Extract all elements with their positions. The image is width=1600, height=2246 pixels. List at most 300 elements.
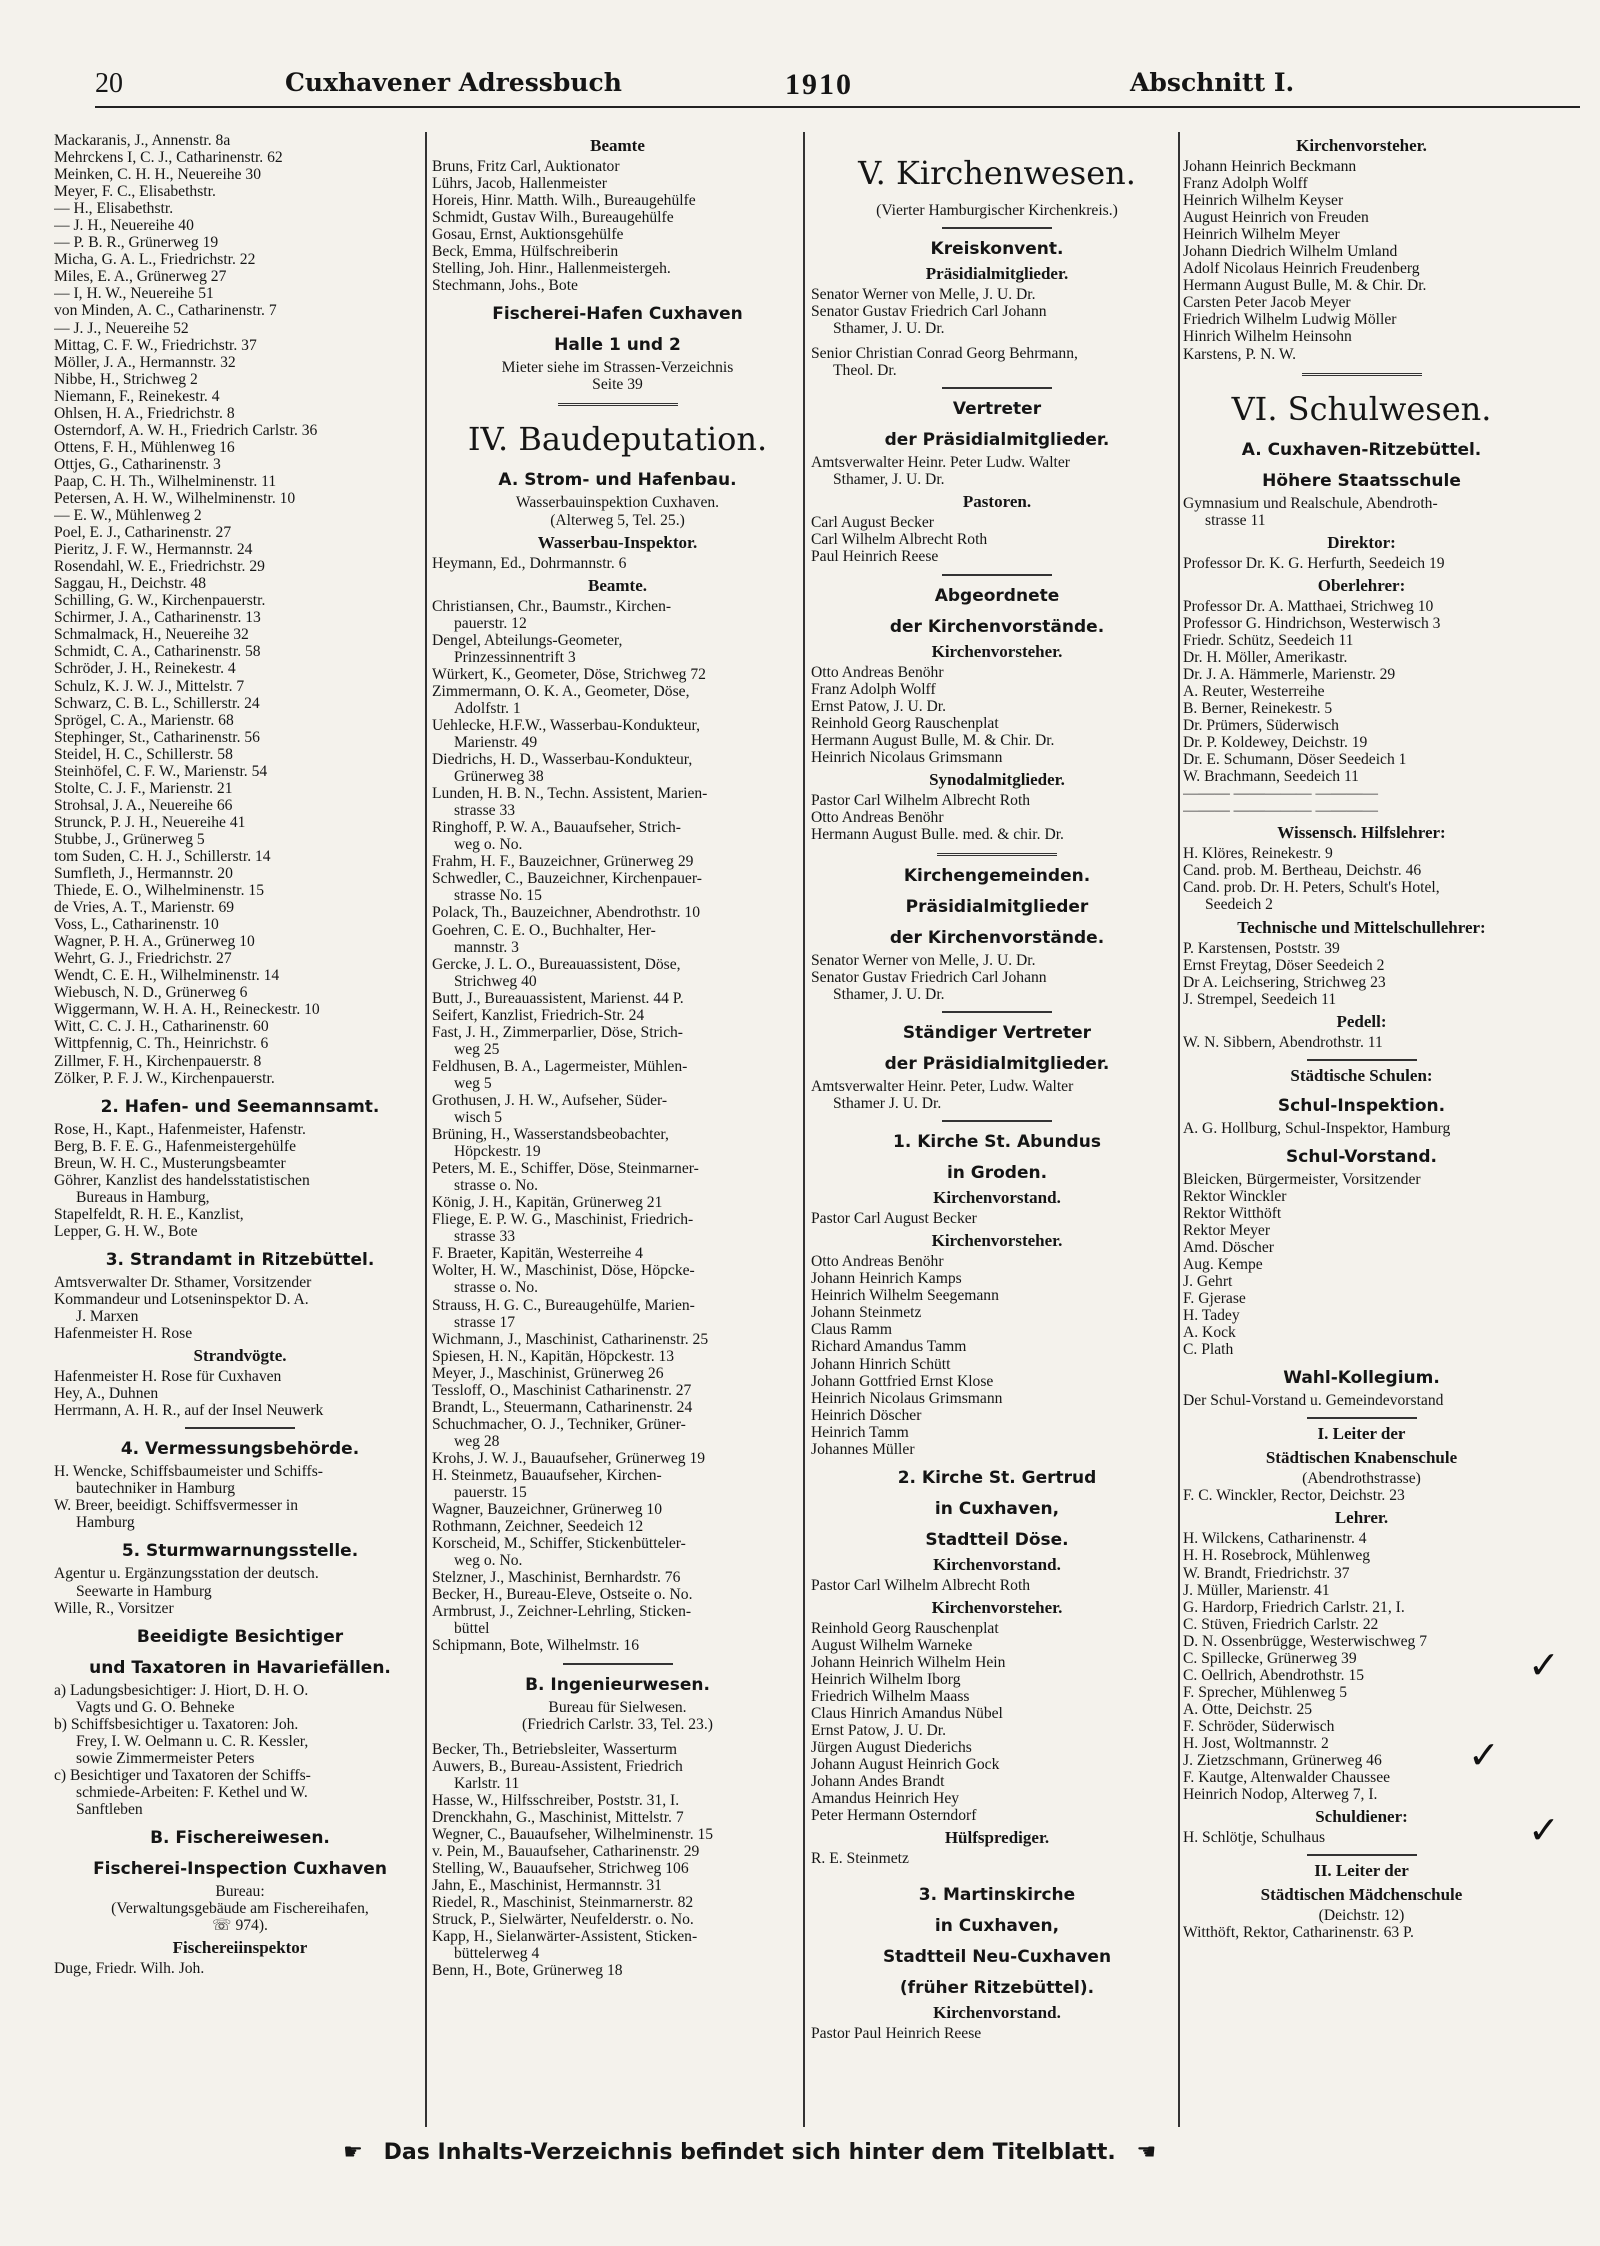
footer-text: Das Inhalts-Verzeichnis befindet sich hinter dem Titelblatt. [383, 2140, 1116, 2165]
entry-line: R. E. Steinmetz [811, 1850, 909, 1868]
entry-continuation: strasse o. No. [454, 1177, 539, 1195]
entry-line: Heinrich Döscher [811, 1406, 922, 1424]
entry-line: H. Wilckens, Catharinenstr. 4 [1183, 1530, 1367, 1548]
section-heading: Ständiger Vertreter [902, 1023, 1092, 1044]
entry-line: Ottjes, G., Catharinenstr. 3 [54, 455, 221, 473]
section-heading: Beeidigte Besichtiger [136, 1626, 344, 1647]
entry-line: Aug. Kempe [1183, 1256, 1263, 1274]
subsection-heading: Kirchenvorstand. [933, 1188, 1061, 1208]
entry-line: Dr A. Leichsering, Strichweg 23 [1183, 973, 1386, 991]
entry-line: Heinrich Wilhelm Iborg [811, 1670, 961, 1688]
entry-line: G. Hardorp, Friedrich Carlstr. 21, I. [1183, 1598, 1405, 1616]
entry-line: Hinrich Wilhelm Heinsohn [1183, 328, 1352, 346]
centered-note: Wasserbauinspektion Cuxhaven. [515, 494, 720, 512]
entry-line: Polack, Th., Bauzeichner, Abendrothstr. 10 [432, 904, 701, 922]
entry-line: Heinrich Wilhelm Seegemann [811, 1287, 999, 1305]
entry-line: Wendt, C. E. H., Wilhelminenstr. 14 [54, 967, 280, 985]
column-3 [811, 132, 1183, 2137]
entry-continuation: büttelerweg 4 [454, 1945, 540, 1963]
entry-continuation: weg 5 [454, 1074, 492, 1092]
entry-line: Mackaranis, J., Annenstr. 8a [54, 132, 231, 149]
entry-line: Petersen, A. H. W., Wilhelminenstr. 10 [54, 489, 296, 507]
entry-continuation: Sthamer, J. U. Dr. [833, 986, 945, 1004]
entry-line: Reinhold Georg Rauschenplat [811, 714, 999, 732]
entry-line: Feldhusen, B. A., Lagermeister, Mühlen- [432, 1057, 688, 1075]
section-rule [1307, 1059, 1417, 1061]
book-title: Cuxhavener Adressbuch [285, 68, 622, 97]
entry-line: F. C. Winckler, Rector, Deichstr. 23 [1183, 1487, 1405, 1505]
entry-line: Uehlecke, H.F.W., Wasserbau-Kondukteur, [432, 716, 700, 734]
section-heading: B. Ingenieurwesen. [525, 1674, 710, 1695]
entry-line: Schuchmacher, O. J., Techniker, Grüner- [432, 1415, 686, 1433]
entry-line: August Heinrich von Freuden [1183, 209, 1369, 227]
section-rule [942, 387, 1052, 389]
entry-continuation: Marienstr. 49 [454, 733, 538, 751]
entry-line: Wichmann, J., Maschinist, Catharinenstr. 25 [432, 1330, 709, 1348]
entry-line: Krohs, J. W. J., Bauaufseher, Grünerweg 19 [432, 1449, 706, 1467]
entry-line: Frahm, H. F., Bauzeichner, Grünerweg 29 [432, 853, 694, 871]
section-heading: 3. Strandamt in Ritzebüttel. [105, 1249, 375, 1270]
entry-line: H. Steinmetz, Bauaufseher, Kirchen- [432, 1467, 662, 1484]
entry-line: Nibbe, H., Strichweg 2 [54, 370, 198, 388]
entry-line: Mittag, C. F. W., Friedrichstr. 37 [54, 336, 257, 354]
entry-line: Gosau, Ernst, Auktionsgehülfe [432, 226, 624, 244]
entry-line: Amtsverwalter Heinr. Peter Ludw. Walter [811, 454, 1070, 472]
entry-line: Horeis, Hinr. Matth. Wilh., Bureaugehülfe [432, 192, 696, 210]
centered-note: (Friedrich Carlstr. 33, Tel. 23.) [522, 1715, 713, 1733]
entry-line: Micha, G. A. L., Friedrichstr. 22 [54, 251, 256, 269]
entry-line: Pastor Carl August Becker [811, 1210, 977, 1228]
entry-line: Wittpfennig, C. Th., Heinrichstr. 6 [54, 1035, 269, 1053]
section-heading: Fischerei-Hafen Cuxhaven [492, 304, 743, 325]
entry-line: Johannes Müller [811, 1440, 915, 1458]
entry-line: Hermann August Bulle. med. & chir. Dr. [811, 825, 1064, 843]
entry-continuation: strasse 11 [1205, 511, 1266, 529]
centered-note: ☏ 974). [212, 1917, 268, 1935]
spacer [811, 132, 1183, 140]
entry-line: Ottens, F. H., Mühlenweg 16 [54, 438, 235, 456]
entry-continuation: strasse 33 [454, 1228, 516, 1246]
entry-line: c) Besichtiger und Taxatoren der Schiffs- [54, 1766, 311, 1784]
check-mark-icon: ✓ [1528, 1643, 1560, 1687]
entry-line: Strunck, P. J. H., Neuereihe 41 [54, 813, 246, 831]
entry-line: Brüning, H., Wasserstandsbeobachter, [432, 1126, 669, 1144]
entry-line: Osterndorf, A. W. H., Friedrich Carlstr. 36 [54, 421, 318, 439]
entry-line: Beck, Emma, Hülfschreiberin [432, 243, 619, 261]
entry-line: Becker, Th., Betriebsleiter, Wasserturm [432, 1740, 678, 1758]
chapter-heading: V. Kirchenwesen. [858, 154, 1136, 192]
entry-line: Senator Gustav Friedrich Carl Johann [811, 303, 1047, 321]
centered-note: Bureau: [215, 1882, 265, 1900]
centered-note: Seite 39 [592, 376, 643, 394]
entry-line: Stephinger, St., Catharinenstr. 56 [54, 728, 260, 746]
entry-line: Professor G. Hindrichson, Westerwisch 3 [1183, 614, 1441, 632]
subsection-heading: Städtischen Mädchenschule [1260, 1885, 1463, 1905]
section-heading: B. Fischereiwesen. [150, 1827, 330, 1848]
section-heading: Schul-Vorstand. [1286, 1146, 1437, 1167]
entry-line: Duge, Friedr. Wilh. Joh. [54, 1960, 205, 1978]
entry-line: Schwarz, C. B. L., Schillerstr. 24 [54, 694, 260, 712]
entry-line: A. Otte, Deichstr. 25 [1183, 1700, 1313, 1718]
entry-line: Ringhoff, P. W. A., Bauaufseher, Strich- [432, 819, 682, 837]
entry-line: Heinrich Nicolaus Grimsmann [811, 1389, 1003, 1407]
entry-line: Gercke, J. L. O., Bureauassistent, Döse, [432, 955, 681, 973]
entry-line: König, J. H., Kapitän, Grünerweg 21 [432, 1194, 663, 1212]
section-rule [942, 1120, 1052, 1122]
entry-line: Amandus Heinrich Hey [811, 1790, 960, 1808]
entry-line: Ernst Patow, J. U. Dr. [811, 1722, 946, 1740]
subsection-heading: Wasserbau-Inspektor. [537, 532, 698, 552]
entry-line: Berg, B. F. E. G., Hafenmeistergehülfe [54, 1137, 296, 1155]
entry-line: tom Suden, C. H. J., Schillerstr. 14 [54, 847, 271, 865]
chapter-heading: IV. Baudeputation. [467, 420, 768, 459]
entry-line: B. Berner, Reinekestr. 5 [1183, 699, 1333, 717]
entry-line: Bruns, Fritz Carl, Auktionator [432, 158, 620, 175]
entry-line: Schulz, K. J. W. J., Mittelstr. 7 [54, 677, 245, 695]
entry-line: Steidel, H. C., Schillerstr. 58 [54, 745, 233, 763]
entry-continuation: weg 28 [454, 1432, 500, 1450]
spacer [811, 337, 1183, 345]
entry-line: Tessloff, O., Maschinist Catharinenstr. 27 [432, 1381, 692, 1399]
entry-line: Cand. prob. Dr. H. Peters, Schult's Hotel, [1183, 879, 1440, 897]
entry-continuation: strasse No. 15 [454, 887, 542, 905]
entry-line: C. Stüven, Friedrich Carlstr. 22 [1183, 1615, 1379, 1633]
entry-line: H. H. Rosebrock, Mühlenweg [1183, 1547, 1371, 1565]
entry-continuation: Karlstr. 11 [454, 1774, 520, 1792]
section-heading: 5. Sturmwarnungsstelle. [121, 1541, 359, 1562]
entry-continuation: strasse o. No. [454, 1279, 539, 1297]
section-heading: Wahl-Kollegium. [1283, 1368, 1440, 1389]
entry-line: Karstens, P. N. W. [1183, 345, 1297, 363]
centered-note: (Deichstr. 12) [1318, 1907, 1405, 1925]
centered-note: (Alterweg 5, Tel. 25.) [550, 511, 685, 529]
entry-line: Strohsal, J. A., Neuereihe 66 [54, 796, 233, 814]
entry-continuation: Seedeich 2 [1205, 896, 1273, 914]
section-heading: 3. Martinskirche [918, 1885, 1076, 1906]
entry-line: Rothmann, Zeichner, Seedeich 12 [432, 1518, 644, 1536]
entry-line: Lepper, G. H. W., Bote [54, 1222, 198, 1240]
entry-line: Friedrich Wilhelm Maass [811, 1688, 970, 1706]
entry-line: Johann Andes Brandt [811, 1773, 945, 1791]
entry-line: Fliege, E. P. W. G., Maschinist, Friedrich- [432, 1211, 694, 1229]
section-rule [942, 574, 1052, 576]
entry-line: W. Breer, beeidigt. Schiffsvermesser in [54, 1497, 299, 1515]
check-mark-icon: ✓ [1468, 1733, 1500, 1777]
entry-line: Peter Hermann Osterndorf [811, 1807, 977, 1825]
section-heading: Kirchengemeinden. [903, 865, 1091, 886]
chapter-heading: VI. Schulwesen. [1231, 389, 1492, 428]
entry-line: F. Schröder, Süderwisch [1183, 1717, 1335, 1735]
centered-note: (Abendrothstrasse) [1302, 1470, 1421, 1488]
entry-line: A. Kock [1183, 1324, 1236, 1342]
spacer [432, 1733, 803, 1741]
entry-line: Breun, W. H. C., Musterungsbeamter [54, 1154, 286, 1172]
subsection-heading: Kirchenvorsteher. [931, 1231, 1063, 1251]
entry-line: Schwedler, C., Bauzeichner, Kirchenpauer- [432, 870, 702, 888]
entry-line: Stubbe, J., Grünerweg 5 [54, 830, 205, 848]
entry-line: Rektor Witthöft [1183, 1204, 1282, 1222]
entry-continuation: pauerstr. 12 [454, 614, 527, 632]
entry-line: Adolf Nicolaus Heinrich Freudenberg [1183, 260, 1420, 278]
entry-continuation: Sanftleben [76, 1800, 143, 1818]
entry-line: von Minden, A. C., Catharinenstr. 7 [54, 302, 277, 320]
entry-line: Otto Andreas Benöhr [811, 663, 944, 681]
entry-continuation: sowie Zimmermeister Peters [76, 1749, 255, 1767]
entry-line: Thiede, E. O., Wilhelminenstr. 15 [54, 882, 264, 900]
entry-line: P. Karstensen, Poststr. 39 [1183, 939, 1340, 957]
entry-line: H. Schlötje, Schulhaus [1183, 1829, 1326, 1847]
entry-line: Claus Ramm [811, 1321, 892, 1339]
entry-line: Voss, L., Catharinenstr. 10 [54, 916, 219, 934]
spacer [811, 1867, 1183, 1875]
section-heading: der Kirchenvorstände. [889, 927, 1105, 948]
entry-line: Benn, H., Bote, Grünerweg 18 [432, 1962, 623, 1980]
entry-line: Dengel, Abteilungs-Geometer, [432, 631, 623, 649]
double-rule [1302, 373, 1422, 376]
entry-line: Stelling, Joh. Hinr., Hallenmeistergeh. [432, 260, 671, 278]
subsection-heading: Kirchenvorstand. [933, 2003, 1061, 2023]
column-divider [803, 132, 805, 2127]
entry-line: Hafenmeister H. Rose [54, 1325, 193, 1343]
section-heading: A. Strom- und Hafenbau. [498, 470, 737, 491]
section-heading: der Kirchenvorstände. [889, 616, 1105, 637]
entry-continuation: Bureaus in Hamburg, [76, 1188, 210, 1206]
section-rule [1307, 1854, 1417, 1856]
section-heading: in Groden. [946, 1163, 1048, 1184]
entry-continuation: pauerstr. 15 [454, 1484, 527, 1502]
subsection-heading: II. Leiter der [1314, 1861, 1409, 1881]
section-heading: Kreiskonvent. [930, 239, 1064, 260]
entry-line: Franz Adolph Wolff [811, 680, 936, 698]
entry-line: Carl Wilhelm Albrecht Roth [811, 531, 988, 549]
entry-line: Würkert, K., Geometer, Döse, Strichweg 72 [432, 665, 706, 683]
subsection-heading: Technische und Mittelschullehrer: [1237, 917, 1486, 937]
entry-line: Gymnasium und Realschule, Abendroth- [1183, 494, 1438, 512]
entry-line: Möller, J. A., Hermannstr. 32 [54, 353, 236, 371]
entry-continuation: Vagts und G. O. Behneke [76, 1698, 235, 1716]
entry-line: Agentur u. Ergänzungsstation der deutsch. [54, 1565, 319, 1583]
entry-continuation: Adolfstr. 1 [454, 699, 521, 717]
entry-line: J. Strempel, Seedeich 11 [1183, 990, 1337, 1008]
section-heading: 2. Kirche St. Gertrud [897, 1467, 1097, 1488]
entry-line: Saggau, H., Deichstr. 48 [54, 575, 207, 593]
entry-line: — P. B. R., Grünerweg 19 [54, 234, 219, 252]
entry-line: Poel, E. J., Catharinenstr. 27 [54, 524, 232, 542]
section-heading: Vertreter [952, 399, 1042, 420]
entry-line: Herrmann, A. H. R., auf der Insel Neuwerk [54, 1402, 324, 1420]
entry-line: Friedrich Wilhelm Ludwig Möller [1183, 311, 1397, 329]
subsection-heading: Strandvögte. [193, 1346, 287, 1366]
entry-line: F. Braeter, Kapitän, Westerreihe 4 [432, 1245, 643, 1263]
entry-line: Schmalmack, H., Neuereihe 32 [54, 626, 249, 644]
entry-line: Johann Diedrich Wilhelm Umland [1183, 243, 1398, 261]
section-heading: der Präsidialmitglieder. [884, 430, 1110, 451]
entry-line: Kapp, H., Sielanwärter-Assistent, Sticken- [432, 1928, 698, 1946]
centered-note: Mieter siehe im Strassen-Verzeichnis [501, 359, 734, 377]
section-heading: 1. Kirche St. Abundus [893, 1132, 1101, 1153]
entry-line: Witt, C. C. J. H., Catharinenstr. 60 [54, 1018, 269, 1036]
entry-line: H. Wencke, Schiffsbaumeister und Schiffs- [54, 1463, 323, 1481]
entry-line: Butt, J., Bureauassistent, Marienst. 44 P. [432, 989, 684, 1007]
entry-continuation: J. Marxen [76, 1308, 139, 1326]
subsection-heading: Hülfsprediger. [944, 1828, 1050, 1848]
entry-line: A. G. Hollburg, Schul-Inspektor, Hamburg [1183, 1119, 1451, 1137]
entry-line: H. Jost, Woltmannstr. 2 [1183, 1735, 1329, 1752]
section-heading: Höhere Staatsschule [1262, 470, 1461, 491]
entry-continuation: bautechniker in Hamburg [76, 1480, 236, 1498]
entry-continuation: Sthamer, J. U. Dr. [833, 320, 945, 338]
entry-line: Spiesen, H. N., Kapitän, Höpckestr. 13 [432, 1347, 675, 1365]
entry-line: Claus Hinrich Amandus Nübel [811, 1705, 1003, 1723]
entry-line: Sprögel, C. A., Marienstr. 68 [54, 711, 234, 729]
entry-line: Heinrich Nodop, Alterweg 7, I. [1183, 1786, 1378, 1804]
entry-line: W. N. Sibbern, Abendrothstr. 11 [1183, 1033, 1383, 1051]
section-heading: 4. Vermessungsbehörde. [120, 1439, 360, 1460]
entry-line: Zillmer, F. H., Kirchenpauerstr. 8 [54, 1052, 262, 1070]
entry-line: Heinrich Tamm [811, 1423, 909, 1441]
subsection-heading: Pastoren. [962, 492, 1032, 512]
entry-continuation: Theol. Dr. [833, 362, 897, 380]
entry-line: Carl August Becker [811, 514, 934, 532]
entry-line: Amtsverwalter Heinr. Peter, Ludw. Walter [811, 1078, 1074, 1096]
entry-line: Armbrust, J., Zeichner-Lehrling, Sticken- [432, 1603, 692, 1621]
entry-line: Wegner, C., Bauaufseher, Wilhelminenstr. 15 [432, 1825, 714, 1843]
pointing-hand-icon: ☛ [343, 2140, 363, 2165]
section-rule [1307, 1417, 1417, 1419]
entry-line: Senior Christian Conrad Georg Behrmann, [811, 345, 1078, 363]
entry-line: Heinrich Wilhelm Meyer [1183, 226, 1340, 244]
entry-line: H. Klöres, Reinekestr. 9 [1183, 845, 1333, 863]
entry-line: Senator Werner von Melle, J. U. Dr. [811, 286, 1036, 304]
section-heading: Stadtteil Neu-Cuxhaven [882, 1947, 1112, 1968]
section-heading: der Präsidialmitglieder. [884, 1054, 1110, 1075]
entry-line: Rektor Meyer [1183, 1221, 1271, 1239]
entry-line: Wolter, H. W., Maschinist, Döse, Höpcke- [432, 1262, 695, 1280]
entry-line: Johann Hinrich Schütt [811, 1355, 951, 1373]
entry-line: Schilling, G. W., Kirchenpauerstr. [54, 592, 266, 610]
entry-line: Heinrich Nicolaus Grimsmann [811, 748, 1003, 766]
subsection-heading: Direktor: [1327, 532, 1396, 552]
entry-continuation: Strichweg 40 [454, 972, 537, 990]
entry-line: Cand. prob. M. Bertheau, Deichstr. 46 [1183, 862, 1422, 880]
section-heading: Halle 1 und 2 [554, 335, 681, 356]
entry-continuation: strasse 17 [454, 1313, 516, 1331]
column-1 [54, 132, 426, 2137]
entry-line: Diedrichs, H. D., Wasserbau-Kondukteur, [432, 751, 693, 769]
entry-continuation: Hamburg [76, 1514, 135, 1532]
section-heading: Stadtteil Döse. [925, 1529, 1069, 1550]
subsection-heading: Schuldiener: [1315, 1807, 1408, 1827]
entry-line: Struck, P., Sielwärter, Neufelderstr. o. No. [432, 1911, 694, 1929]
entry-line: Niemann, F., Reinekestr. 4 [54, 387, 220, 405]
entry-line: Der Schul-Vorstand u. Gemeindevorstand [1183, 1392, 1444, 1410]
section-heading: Präsidialmitglieder [905, 896, 1089, 917]
blank-entry: ——— ————— ———— [1183, 802, 1378, 820]
entry-continuation: Prinzessinnentrift 3 [454, 648, 576, 666]
entry-line: F. Gjerase [1183, 1290, 1246, 1308]
entry-line: Senator Werner von Melle, J. U. Dr. [811, 951, 1036, 969]
entry-line: Fast, J. H., Zimmerparlier, Döse, Strich- [432, 1023, 683, 1041]
entry-line: Rosendahl, W. E., Friedrichstr. 29 [54, 558, 265, 576]
entry-line: Schmidt, C. A., Catharinenstr. 58 [54, 643, 261, 661]
entry-continuation: mannstr. 3 [454, 938, 519, 956]
entry-line: C. Oellrich, Abendrothstr. 15 [1183, 1666, 1365, 1684]
entry-line: Pastor Carl Wilhelm Albrecht Roth [811, 1576, 1031, 1594]
entry-line: Amtsverwalter Dr. Sthamer, Vorsitzender [54, 1273, 312, 1291]
entry-line: Richard Amandus Tamm [811, 1338, 967, 1356]
centered-note: Bureau für Sielwesen. [548, 1698, 687, 1716]
entry-line: Otto Andreas Benöhr [811, 808, 944, 826]
entry-line: A. Reuter, Westerreihe [1183, 682, 1325, 700]
entry-line: Paul Heinrich Reese [811, 548, 939, 566]
entry-line: a) Ladungsbesichtiger: J. Hiort, D. H. O. [54, 1681, 309, 1699]
entry-line: Becker, H., Bureau-Eleve, Ostseite o. No. [432, 1586, 693, 1604]
entry-line: W. Brachmann, Seedeich 11 [1183, 768, 1359, 786]
entry-line: Hey, A., Duhnen [54, 1385, 159, 1403]
section-heading: (früher Ritzebüttel). [899, 1978, 1095, 1999]
pointing-hand-icon: ☚ [1136, 2140, 1157, 2165]
entry-line: Ernst Freytag, Döser Seedeich 2 [1183, 956, 1385, 974]
entry-line: Johann Steinmetz [811, 1304, 922, 1322]
entry-line: Professor Dr. A. Matthaei, Strichweg 10 [1183, 597, 1434, 615]
entry-line: Friedr. Schütz, Seedeich 11 [1183, 631, 1354, 649]
blank-entry: ——— ————— ———— [1183, 785, 1378, 803]
centered-note: (Verwaltungsgebäude am Fischereihafen, [111, 1900, 369, 1918]
section-rule [185, 1427, 295, 1429]
entry-line: C. Spillecke, Grünerweg 39 [1183, 1649, 1357, 1667]
entry-line: — J. H., Neuereihe 40 [54, 217, 194, 235]
entry-line: Heymann, Ed., Dohrmannstr. 6 [432, 554, 627, 572]
entry-line: Johann Heinrich Kamps [811, 1270, 962, 1288]
column-4 [1183, 132, 1540, 2137]
entry-line: J. Müller, Marienstr. 41 [1183, 1581, 1330, 1599]
entry-line: Bleicken, Bürgermeister, Vorsitzender [1183, 1170, 1421, 1188]
entry-continuation: strasse 33 [454, 802, 516, 820]
section-heading: A. Cuxhaven-Ritzebüttel. [1241, 439, 1482, 460]
section-label: Abschnitt I. [1130, 68, 1295, 97]
entry-line: J. Gehrt [1183, 1273, 1233, 1291]
entry-line: Ernst Patow, J. U. Dr. [811, 697, 946, 715]
entry-line: Jahn, E., Maschinist, Hermannstr. 31 [432, 1876, 662, 1894]
entry-line: Stelling, W., Bauaufseher, Strichweg 106 [432, 1859, 689, 1877]
subsection-heading: Kirchenvorsteher. [1296, 136, 1427, 155]
entry-continuation: Höpckestr. 19 [454, 1143, 541, 1161]
subsection-heading: Pedell: [1336, 1011, 1387, 1031]
entry-line: Wille, R., Vorsitzer [54, 1599, 174, 1617]
subsection-heading: Fischereiinspektor [172, 1938, 308, 1958]
entry-line: Wagner, P. H. A., Grünerweg 10 [54, 933, 255, 951]
entry-line: Johann Heinrich Beckmann [1183, 158, 1357, 175]
entry-line: Drenckhahn, G., Maschinist, Mittelstr. 7 [432, 1808, 684, 1826]
entry-line: Johann Gottfried Ernst Klose [811, 1372, 994, 1390]
page-number: 20 [95, 68, 123, 99]
entry-line: Schröder, J. H., Reinekestr. 4 [54, 660, 236, 678]
entry-continuation: Frey, I. W. Oelmann u. C. R. Kessler, [76, 1732, 309, 1750]
entry-line: J. Zietzschmann, Grünerweg 46 [1183, 1752, 1382, 1770]
entry-line: b) Schiffsbesichtiger u. Taxatoren: Joh. [54, 1715, 299, 1733]
centered-note: (Vierter Hamburgischer Kirchenkreis.) [876, 202, 1118, 219]
entry-line: Stelzner, J., Maschinist, Bernhardstr. 76 [432, 1569, 681, 1587]
subsection-heading: Beamte. [587, 575, 647, 595]
entry-line: Senator Gustav Friedrich Carl Johann [811, 968, 1047, 986]
entry-line: Kommandeur und Lotseninspektor D. A. [54, 1291, 309, 1308]
entry-line: Göhrer, Kanzlist des handelsstatistischen [54, 1171, 310, 1189]
entry-line: v. Pein, M., Bauaufseher, Catharinenstr. 29 [432, 1842, 700, 1860]
entry-line: Johann August Heinrich Gock [811, 1756, 1000, 1774]
entry-continuation: weg o. No. [454, 1552, 523, 1570]
entry-line: Hasse, W., Hilfsschreiber, Poststr. 31, I. [432, 1791, 680, 1809]
entry-line: Steinhöfel, C. F. W., Marienstr. 54 [54, 762, 268, 780]
